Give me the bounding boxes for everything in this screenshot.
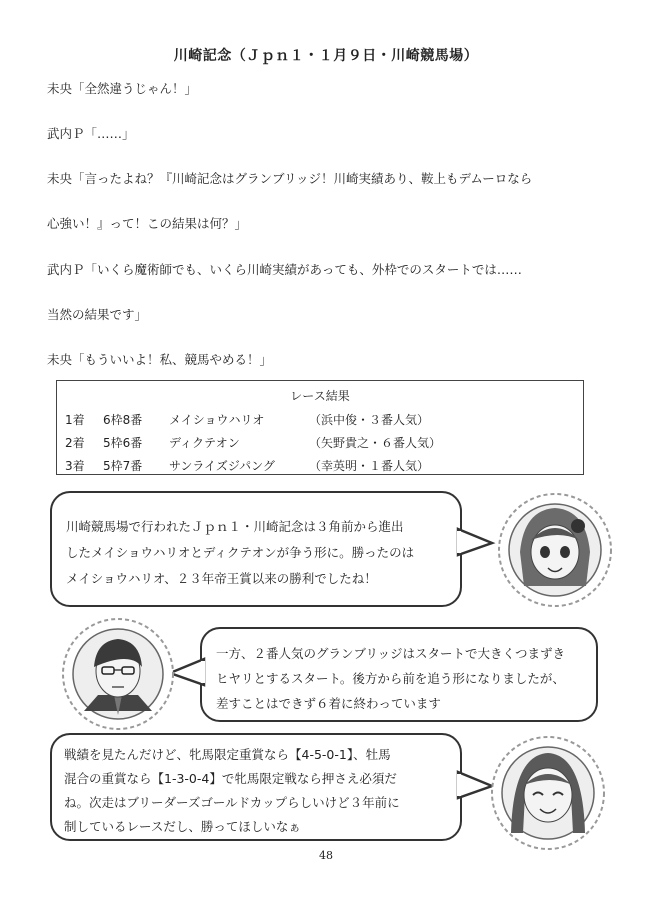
bubble-line: 川崎競馬場で行われたＪｐｎ１・川崎記念は３角前から進出 [66, 519, 404, 534]
dialogue-line: 武内Ｐ「いくら魔術師でも、いくら川崎実績があっても、外枠でのスタートでは…… [47, 262, 522, 277]
page-number: 48 [319, 849, 333, 862]
speech-bubble-3 [50, 733, 462, 841]
bubble-line: ヒヤリとするスタート。後方から前を追う形になりましたが、 [216, 671, 565, 686]
bubble-line: ね。次走はブリーダーズゴールドカップらしいけど３年前に [64, 795, 400, 810]
result-horse: メイショウハリオ [169, 413, 265, 427]
result-row [65, 457, 575, 473]
dialogue-line: 心強い！』って！この結果は何？」 [47, 216, 248, 231]
avatar-producer [58, 615, 178, 733]
result-row [65, 411, 575, 427]
bubble-line: 制しているレースだし、勝ってほしいなぁ [64, 819, 301, 834]
result-place: 2着 [65, 436, 85, 450]
speech-bubble-2 [200, 627, 598, 722]
page-title: 川崎記念（Ｊｐｎ１・１月９日・川崎競馬場） [173, 48, 479, 64]
bubble-line: メイショウハリオ、２３年帝王賞以来の勝利でしたね！ [66, 571, 377, 586]
dialogue-line: 当然の結果です」 [47, 307, 148, 322]
dialogue-line: 武内Ｐ「……」 [47, 126, 135, 141]
avatar-girl-2 [483, 733, 613, 853]
bubble-line: 一方、２番人気のグランブリッジはスタートで大きくつまずき [216, 646, 566, 661]
bubble-line: 差すことはできず６着に終わっています [216, 696, 441, 711]
result-jockey: （矢野貴之・６番人気） [309, 436, 442, 450]
race-results-title: レース結果 [290, 389, 350, 403]
speech-bubble-1 [50, 491, 462, 607]
result-horse: サンライズジパング [169, 459, 275, 473]
result-row [65, 434, 575, 450]
avatar-girl-1 [490, 490, 620, 610]
bubble-line: 戦績を見たんだけど、牝馬限定重賞なら【4-5-0-1】、牡馬 [64, 747, 391, 762]
result-horse: ディクテオン [169, 436, 240, 450]
dialogue-line: 未央「言ったよね？『川崎記念はグランブリッジ！川崎実績あり、鞍上もデムーロなら [47, 171, 533, 186]
result-place: 1着 [65, 413, 85, 427]
result-post: 5枠6番 [103, 436, 143, 450]
bubble-line: したメイショウハリオとディクテオンが争う形に。勝ったのは [66, 545, 415, 560]
result-post: 5枠7番 [103, 459, 143, 473]
dialogue-line: 未央「全然違うじゃん！」 [47, 81, 198, 96]
result-jockey: （浜中俊・３番人気） [309, 413, 430, 427]
result-place: 3着 [65, 459, 85, 473]
race-results-box [56, 380, 584, 475]
dialogue-line: 未央「もういいよ！私、競馬やめる！」 [47, 352, 273, 367]
bubble-line: 混合の重賞なら【1-3-0-4】で牝馬限定戦なら押さえ必須だ [64, 771, 397, 786]
result-post: 6枠8番 [103, 413, 143, 427]
result-jockey: （幸英明・１番人気） [309, 459, 430, 473]
